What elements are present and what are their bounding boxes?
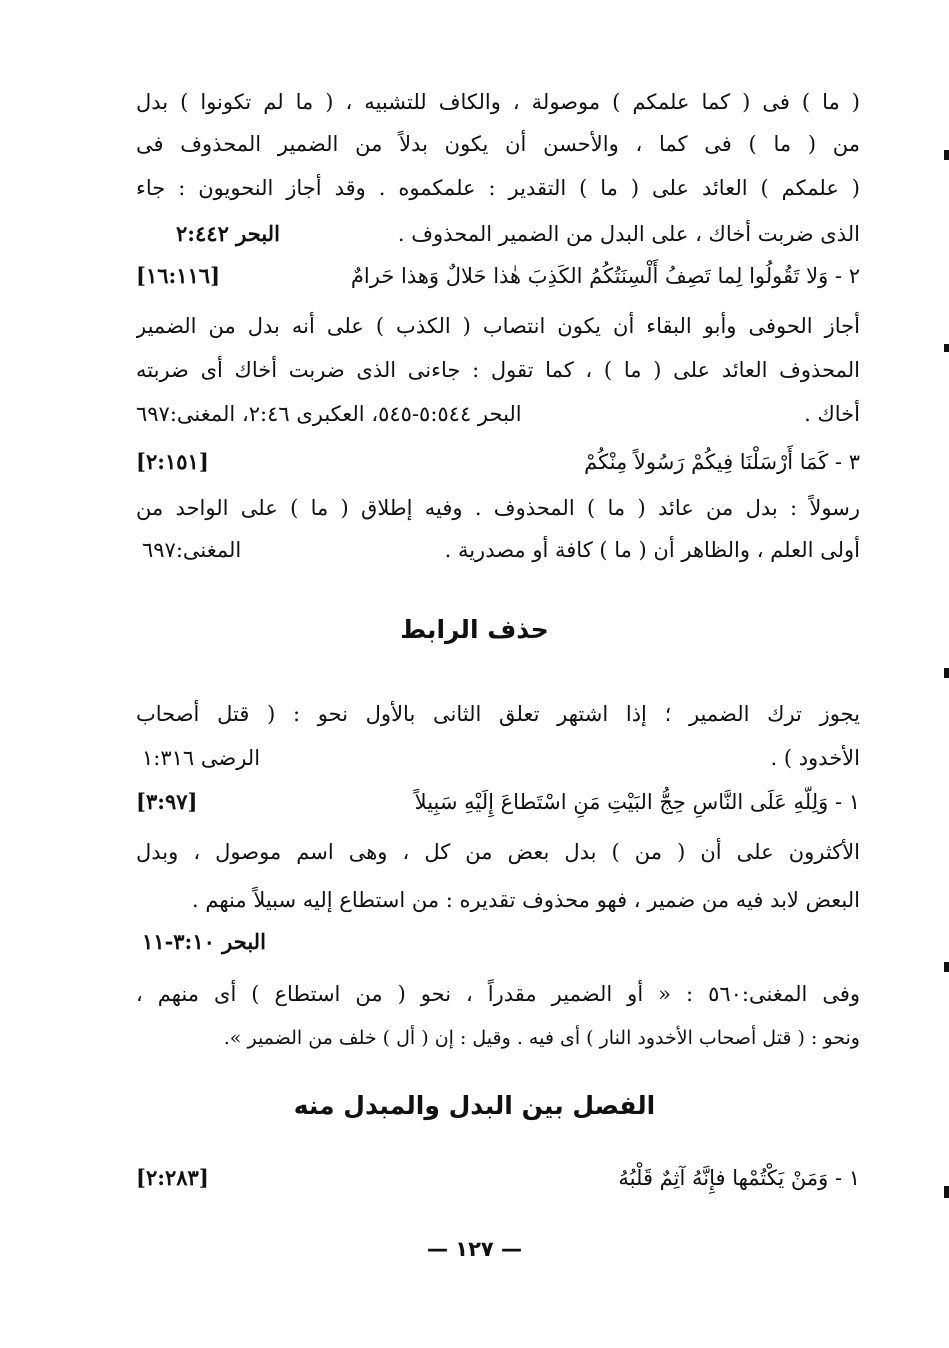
text-line (136, 82, 860, 122)
verse-text: ١ - وَمَنْ يَكْتُمْها فإِنَّهُ آثِمٌ قَلْبُهُ (618, 1166, 860, 1190)
verse-text: ١ - وَلِلّهِ عَلَى النَّاسِ حِجُّ البَيْتِ مَنِ اسْتَطاعَ إِلَيْهِ سَبِيلاً (414, 790, 860, 814)
quran-verse-line (136, 442, 860, 482)
scan-edge-mark (944, 150, 949, 160)
line-text: البعض لابد فيه من ضمير ، فهو محذوف تقديره : من استطاع إليه سبيلاً منهم . (192, 888, 860, 912)
line-text: رسولاً : بدل من عائد ( ما ) المحذوف . وفيه إطلاق ( ما ) على الواحد من (136, 496, 860, 520)
line-text: ( ما ) فى ( كما علمكم ) موصولة ، والكاف للتشبيه ، ( ما لم تكونوا ) بدل (136, 90, 860, 114)
scan-edge-mark (944, 962, 949, 972)
verse-reference: [٢:١٥١] (136, 449, 209, 474)
source-citation: الرضى ١:٣١٦ (142, 746, 261, 770)
text-line (136, 350, 860, 390)
line-text: من ( ما ) فى كما ، والأحسن أن يكون بدلاً من الضمير المحذوف فى (136, 132, 860, 156)
text-line (136, 922, 860, 962)
line-text: أخاك . (804, 402, 860, 426)
line-text: وفى المغنى:٥٦٠ : « أو الضمير مقدراً ، نحو ( من استطاع ) أى منهم ، (136, 982, 860, 1006)
verse-text: ٢ - وَلا تَقُولُوا لِما تَصِفُ أَلْسِنَتُكُمُ الكَذِبَ هٰذا حَلالٌ وَهذا حَرامٌ (350, 264, 860, 288)
quran-verse-line (136, 1158, 860, 1198)
text-line (136, 694, 860, 734)
text-line (136, 832, 860, 872)
line-text: الأكثرون على أن ( من ) بدل بعض من كل ، وهى اسم موصول ، وبدل (136, 840, 860, 864)
text-line (136, 530, 860, 570)
section-heading: الفصل بين البدل والمبدل منه (293, 1091, 656, 1120)
text-line (136, 168, 860, 208)
line-text: المحذوف العائد على ( ما ) ، كما تقول : جاءنى الذى ضربت أخاك أى ضربته (136, 358, 860, 382)
line-text: أولى العلم ، والظاهر أن ( ما ) كافة أو مصدرية . (444, 538, 860, 562)
quran-verse-line (136, 256, 860, 296)
quran-verse-line (136, 782, 860, 822)
scan-edge-mark (944, 668, 949, 678)
page-number: — ١٢٧ — (426, 1237, 523, 1261)
source-citation: المغنى:٦٩٧ (142, 538, 242, 562)
scan-edge-mark (944, 1186, 949, 1198)
section-heading: حذف الرابط (400, 615, 549, 644)
scan-edge-mark (944, 344, 949, 352)
source-citation: البحر ٣:١٠-١١ (142, 929, 266, 954)
text-line (136, 880, 860, 920)
source-citation: البحر ٢:٤٤٢ (176, 221, 280, 246)
line-text: الذى ضربت أخاك ، على البدل من الضمير المحذوف . (397, 222, 860, 246)
text-line (136, 306, 860, 346)
text-line (136, 488, 860, 528)
line-text: الأخدود ) . (770, 746, 860, 770)
line-text: يجوز ترك الضمير ؛ إذا اشتهر تعلق الثانى بالأول نحو : ( قتل أصحاب (136, 702, 860, 726)
text-line (136, 214, 860, 254)
text-line (136, 124, 860, 164)
text-line (136, 394, 860, 434)
text-line (136, 1018, 860, 1058)
line-text: أجاز الحوفى وأبو البقاء أن يكون انتصاب ( الكذب ) على أنه بدل من الضمير (136, 314, 860, 338)
verse-reference: [٢:٢٨٣] (136, 1165, 209, 1190)
text-line (136, 738, 860, 778)
line-text: ( علمكم ) العائد على ( ما ) التقدير : علمكموه . وقد أجاز النحويون : جاء (136, 176, 860, 200)
verse-text: ٣ - كَمَا أَرْسَلْنَا فِيكُمْ رَسُولاً مِنْكُمْ (584, 450, 860, 474)
verse-reference: [٣:٩٧] (136, 789, 198, 814)
text-line (136, 974, 860, 1014)
source-citation: البحر ٥:٥٤٤-٥٤٥، العكبرى ٢:٤٦، المغنى:٦٩٧ (136, 402, 522, 426)
line-text: ونحو : ( قتل أصحاب الأخدود النار ) أى فيه . وقيل : إن ( أل ) خلف من الضمير ». (223, 1027, 860, 1049)
verse-reference: [١٦:١١٦] (136, 263, 221, 288)
